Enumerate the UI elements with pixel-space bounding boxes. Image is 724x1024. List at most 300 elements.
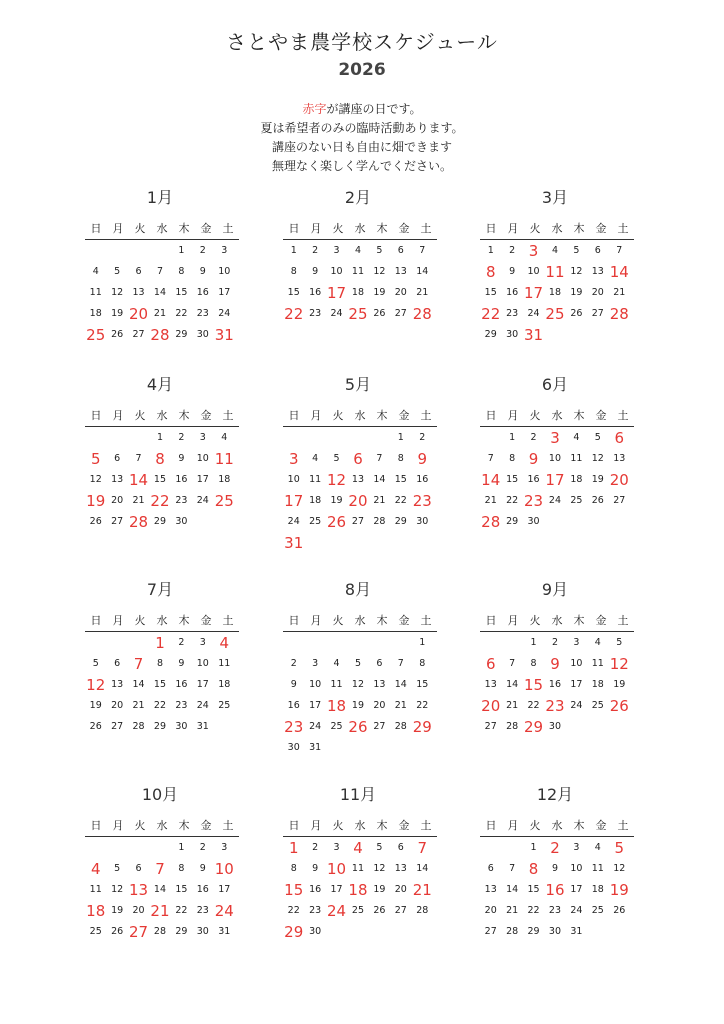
day-cell: 19: [111, 308, 124, 319]
day-cell: 3: [288, 449, 299, 468]
day-cell: 30: [416, 516, 429, 527]
day-cell: 14: [153, 884, 167, 895]
week-row: [480, 858, 630, 879]
weekday-header: [85, 612, 239, 632]
day-cell: 14: [481, 470, 501, 489]
day-cell: 18: [89, 308, 102, 319]
day-cell: 23: [284, 717, 304, 736]
weekday-label: 水: [354, 222, 366, 235]
week-row: [85, 427, 235, 448]
note-line-2: 夏は希望者のみの臨時活動あります。: [260, 121, 464, 135]
day-cell: 17: [524, 283, 544, 302]
day-cell: 13: [111, 474, 124, 485]
day-cell: 26: [348, 717, 368, 736]
weekday-label: 木: [178, 409, 190, 422]
weekday-label: 木: [178, 819, 190, 832]
day-cell: 2: [312, 842, 319, 853]
day-cell: 7: [397, 658, 404, 669]
day-cell: 6: [397, 245, 404, 256]
week-row: [85, 511, 235, 532]
day-cell: 2: [290, 658, 297, 669]
day-cell: 12: [111, 884, 124, 895]
day-cell: 7: [156, 266, 163, 277]
day-cell: 6: [594, 245, 601, 256]
day-cell: 3: [333, 245, 340, 256]
day-cell: 8: [156, 658, 163, 669]
day-cell: 2: [419, 432, 426, 443]
weekday-header: [85, 220, 239, 240]
weekday-label: 土: [617, 819, 629, 832]
month-4: [85, 373, 235, 532]
day-cell: 25: [545, 304, 565, 323]
day-cell: 5: [90, 449, 101, 468]
day-cell: 10: [570, 658, 583, 669]
day-cell: 8: [509, 453, 516, 464]
day-cell: 27: [484, 926, 497, 937]
weekday-label: 土: [420, 614, 432, 627]
day-cell: 6: [376, 658, 383, 669]
day-cell: 10: [218, 266, 231, 277]
week-row: [480, 324, 630, 345]
day-cell: 23: [412, 491, 432, 510]
weekday-label: 火: [134, 222, 146, 235]
day-cell: 2: [178, 432, 185, 443]
weekday-label: 火: [332, 819, 344, 832]
day-cell: 21: [613, 287, 626, 298]
day-cell: 12: [591, 453, 604, 464]
weekday-label: 月: [310, 222, 322, 235]
day-cell: 20: [394, 884, 407, 895]
day-cell: 30: [196, 926, 209, 937]
weekday-label: 金: [398, 409, 410, 422]
week-row: [283, 469, 433, 490]
day-cell: 26: [609, 696, 629, 715]
day-cell: 28: [481, 512, 501, 531]
day-cell: 7: [133, 654, 144, 673]
week-row: [85, 921, 235, 942]
day-cell: 24: [287, 516, 300, 527]
day-cell: 17: [218, 884, 231, 895]
day-cell: 6: [114, 453, 121, 464]
weekday-label: 日: [288, 222, 300, 235]
day-cell: 15: [484, 287, 497, 298]
day-cell: 26: [89, 516, 102, 527]
day-cell: 2: [199, 245, 206, 256]
day-cell: 4: [594, 637, 601, 648]
day-cell: 15: [506, 474, 519, 485]
month-title: 6月: [541, 375, 569, 394]
day-cell: 30: [175, 516, 188, 527]
day-cell: 4: [354, 245, 361, 256]
month-title: 9月: [541, 580, 569, 599]
day-cell: 19: [86, 491, 106, 510]
weekday-label: 土: [420, 409, 432, 422]
weekday-label: 金: [398, 222, 410, 235]
weekday-label: 月: [310, 819, 322, 832]
day-cell: 5: [614, 838, 625, 857]
day-cell: 7: [509, 658, 516, 669]
month-title: 11月: [339, 785, 377, 804]
day-cell: 25: [570, 495, 583, 506]
day-cell: 25: [309, 516, 322, 527]
day-cell: 25: [214, 491, 234, 510]
day-cell: 24: [548, 495, 562, 506]
week-row: [85, 674, 235, 695]
day-cell: 3: [573, 637, 580, 648]
week-row: [283, 303, 433, 324]
month-5: [283, 373, 433, 553]
day-cell: 22: [175, 308, 188, 319]
day-cell: 2: [199, 842, 206, 853]
weekday-label: 火: [134, 409, 146, 422]
weekday-header: [283, 220, 437, 240]
month-12: [480, 783, 630, 942]
week-row: [283, 282, 433, 303]
day-cell: 5: [573, 245, 580, 256]
weekday-label: 金: [595, 819, 607, 832]
day-cell: 10: [214, 859, 234, 878]
day-cell: 21: [153, 308, 167, 319]
week-row: [480, 879, 630, 900]
day-cell: 10: [309, 679, 322, 690]
weekday-label: 水: [156, 409, 168, 422]
weekday-label: 金: [200, 614, 212, 627]
week-row: [85, 469, 235, 490]
day-cell: 1: [530, 842, 537, 853]
week-row: [480, 921, 630, 942]
day-cell: 4: [333, 658, 340, 669]
day-cell: 8: [419, 658, 426, 669]
weekday-label: 土: [617, 222, 629, 235]
day-cell: 17: [570, 679, 583, 690]
day-cell: 12: [111, 287, 124, 298]
weekday-label: 土: [420, 819, 432, 832]
day-cell: 11: [591, 863, 604, 874]
week-row: [480, 261, 630, 282]
day-cell: 1: [530, 637, 537, 648]
month-3: [480, 186, 630, 345]
day-cell: 29: [527, 926, 540, 937]
day-cell: 20: [484, 905, 497, 916]
day-cell: 31: [218, 926, 231, 937]
weekday-label: 日: [90, 819, 102, 832]
day-cell: 14: [506, 884, 519, 895]
day-cell: 9: [550, 654, 560, 673]
day-cell: 12: [373, 863, 386, 874]
day-cell: 22: [150, 491, 170, 510]
weekday-label: 月: [310, 409, 322, 422]
day-cell: 5: [114, 266, 121, 277]
day-cell: 13: [484, 884, 497, 895]
day-cell: 28: [129, 512, 149, 531]
day-cell: 14: [132, 679, 145, 690]
day-cell: 14: [153, 287, 167, 298]
day-cell: 19: [613, 679, 626, 690]
day-cell: 5: [616, 637, 623, 648]
day-cell: 1: [397, 432, 404, 443]
weekday-label: 木: [376, 409, 388, 422]
week-row: [283, 737, 433, 758]
weekday-label: 金: [398, 614, 410, 627]
day-cell: 12: [86, 675, 106, 694]
week-row: [85, 282, 235, 303]
weekday-label: 火: [529, 614, 541, 627]
day-cell: 5: [594, 432, 601, 443]
weekday-label: 日: [90, 409, 102, 422]
day-cell: 28: [412, 304, 432, 323]
day-cell: 21: [484, 495, 497, 506]
day-cell: 22: [481, 304, 501, 323]
day-cell: 10: [527, 266, 540, 277]
weekday-header: [85, 817, 239, 837]
day-cell: 27: [129, 922, 149, 941]
day-cell: 11: [214, 449, 234, 468]
week-row: [85, 240, 235, 261]
day-cell: 14: [129, 470, 149, 489]
day-cell: 13: [613, 453, 626, 464]
day-cell: 19: [609, 880, 629, 899]
month-6: [480, 373, 630, 532]
day-cell: 10: [330, 266, 343, 277]
day-cell: 24: [196, 700, 209, 711]
day-cell: 16: [309, 287, 322, 298]
day-cell: 6: [487, 863, 494, 874]
day-cell: 24: [570, 905, 583, 916]
weekday-label: 土: [222, 409, 234, 422]
day-cell: 12: [89, 474, 102, 485]
day-cell: 24: [196, 495, 209, 506]
day-cell: 4: [573, 432, 580, 443]
day-cell: 16: [175, 474, 188, 485]
day-cell: 8: [485, 262, 496, 281]
day-cell: 5: [333, 453, 340, 464]
week-row: [283, 490, 433, 511]
day-cell: 24: [309, 721, 322, 732]
day-cell: 20: [111, 495, 124, 506]
day-cell: 23: [196, 905, 209, 916]
weekday-label: 月: [112, 222, 124, 235]
week-row: [480, 469, 630, 490]
day-cell: 1: [419, 637, 426, 648]
day-cell: 9: [417, 449, 428, 468]
day-cell: 18: [548, 287, 562, 298]
day-cell: 17: [327, 283, 347, 302]
day-cell: 25: [351, 905, 365, 916]
day-cell: 2: [509, 245, 516, 256]
month-title: 10月: [141, 785, 179, 804]
month-title: 5月: [344, 375, 372, 394]
day-cell: 4: [92, 266, 99, 277]
day-cell: 21: [506, 700, 519, 711]
month-7: [85, 578, 235, 737]
day-cell: 14: [506, 679, 519, 690]
day-cell: 12: [373, 266, 386, 277]
day-cell: 18: [218, 679, 231, 690]
day-cell: 31: [284, 533, 304, 552]
weekday-label: 金: [595, 409, 607, 422]
weekday-label: 金: [398, 819, 410, 832]
weekday-label: 日: [288, 614, 300, 627]
day-cell: 5: [114, 863, 121, 874]
day-cell: 30: [196, 329, 209, 340]
weekday-label: 木: [178, 614, 190, 627]
week-row: [480, 632, 630, 653]
week-row: [283, 900, 433, 921]
day-cell: 22: [506, 495, 519, 506]
weekday-label: 木: [376, 222, 388, 235]
day-cell: 29: [153, 516, 167, 527]
week-row: [283, 921, 433, 942]
day-cell: 17: [330, 884, 343, 895]
day-cell: 27: [132, 329, 145, 340]
weekday-label: 月: [507, 614, 519, 627]
day-cell: 14: [373, 474, 386, 485]
day-cell: 7: [155, 859, 165, 878]
day-cell: 29: [175, 329, 188, 340]
day-cell: 10: [287, 474, 300, 485]
day-cell: 8: [178, 863, 185, 874]
day-cell: 9: [290, 679, 297, 690]
day-cell: 21: [506, 905, 519, 916]
day-cell: 19: [373, 287, 386, 298]
day-cell: 17: [284, 491, 304, 510]
day-cell: 1: [487, 245, 494, 256]
week-row: [480, 900, 630, 921]
day-cell: 31: [196, 721, 209, 732]
weekday-label: 日: [288, 819, 300, 832]
weekday-label: 水: [156, 222, 168, 235]
weekday-label: 水: [551, 222, 563, 235]
day-cell: 14: [416, 863, 429, 874]
day-cell: 6: [485, 654, 496, 673]
page-title: さとやま農学校スケジュール: [226, 30, 498, 54]
year-label: 2026: [338, 60, 386, 80]
week-row: [480, 490, 630, 511]
day-cell: 8: [290, 266, 297, 277]
day-cell: 22: [284, 304, 304, 323]
day-cell: 3: [199, 432, 206, 443]
day-cell: 17: [196, 474, 209, 485]
day-cell: 3: [221, 245, 228, 256]
day-cell: 28: [416, 905, 429, 916]
day-cell: 28: [394, 721, 407, 732]
day-cell: 4: [219, 633, 230, 652]
weekday-label: 月: [310, 614, 322, 627]
day-cell: 9: [178, 453, 185, 464]
note-line-3: 講座のない日も自由に畑できます: [271, 140, 452, 154]
day-cell: 19: [111, 905, 124, 916]
day-cell: 18: [591, 679, 604, 690]
day-cell: 15: [284, 880, 304, 899]
week-row: [283, 879, 433, 900]
note-line-4: 無理なく楽しく学んでください。: [271, 159, 452, 173]
day-cell: 19: [330, 495, 343, 506]
day-cell: 9: [509, 266, 516, 277]
day-cell: 23: [524, 491, 544, 510]
week-row: [480, 837, 630, 858]
day-cell: 3: [528, 241, 539, 260]
month-title: 4月: [146, 375, 174, 394]
day-cell: 10: [196, 453, 209, 464]
day-cell: 26: [373, 905, 386, 916]
day-cell: 16: [545, 880, 565, 899]
month-title: 2月: [344, 188, 372, 207]
day-cell: 10: [548, 453, 562, 464]
month-9: [480, 578, 630, 737]
weekday-label: 水: [156, 614, 168, 627]
weekday-label: 木: [573, 614, 585, 627]
weekday-label: 日: [485, 614, 497, 627]
day-cell: 20: [609, 470, 629, 489]
day-cell: 28: [609, 304, 629, 323]
day-cell: 25: [218, 700, 231, 711]
week-row: [283, 261, 433, 282]
day-cell: 10: [327, 859, 347, 878]
weekday-label: 木: [573, 409, 585, 422]
weekday-label: 水: [354, 819, 366, 832]
weekday-header: [283, 612, 437, 632]
day-cell: 28: [506, 926, 519, 937]
day-cell: 6: [353, 449, 363, 468]
day-cell: 27: [111, 516, 124, 527]
weekday-label: 月: [507, 222, 519, 235]
week-row: [85, 448, 235, 469]
day-cell: 23: [196, 308, 209, 319]
day-cell: 29: [175, 926, 188, 937]
day-cell: 16: [287, 700, 300, 711]
weekday-label: 水: [354, 614, 366, 627]
day-cell: 15: [524, 675, 544, 694]
day-cell: 30: [548, 721, 562, 732]
week-row: [480, 303, 630, 324]
day-cell: 17: [196, 679, 209, 690]
day-cell: 21: [416, 287, 429, 298]
day-cell: 7: [376, 453, 383, 464]
week-row: [283, 674, 433, 695]
day-cell: 25: [89, 926, 102, 937]
day-cell: 12: [570, 266, 583, 277]
day-cell: 4: [594, 842, 601, 853]
day-cell: 1: [288, 838, 299, 857]
day-cell: 9: [178, 658, 185, 669]
day-cell: 18: [327, 696, 347, 715]
day-cell: 23: [175, 700, 188, 711]
day-cell: 23: [545, 696, 565, 715]
day-cell: 30: [309, 926, 322, 937]
day-cell: 26: [613, 905, 626, 916]
day-cell: 12: [351, 679, 365, 690]
day-cell: 20: [394, 287, 407, 298]
day-cell: 4: [312, 453, 319, 464]
day-cell: 6: [135, 266, 142, 277]
day-cell: 7: [135, 453, 142, 464]
day-cell: 5: [376, 245, 383, 256]
weekday-label: 月: [112, 409, 124, 422]
day-cell: 13: [591, 266, 604, 277]
day-cell: 2: [530, 432, 537, 443]
week-row: [283, 695, 433, 716]
weekday-label: 月: [112, 819, 124, 832]
week-row: [283, 532, 433, 553]
note-line-1: [0, 100, 724, 119]
day-cell: 15: [153, 679, 167, 690]
day-cell: 16: [175, 679, 188, 690]
weekday-label: 水: [354, 409, 366, 422]
week-row: [480, 448, 630, 469]
weekday-label: 火: [332, 409, 344, 422]
week-row: [480, 511, 630, 532]
day-cell: 1: [509, 432, 516, 443]
